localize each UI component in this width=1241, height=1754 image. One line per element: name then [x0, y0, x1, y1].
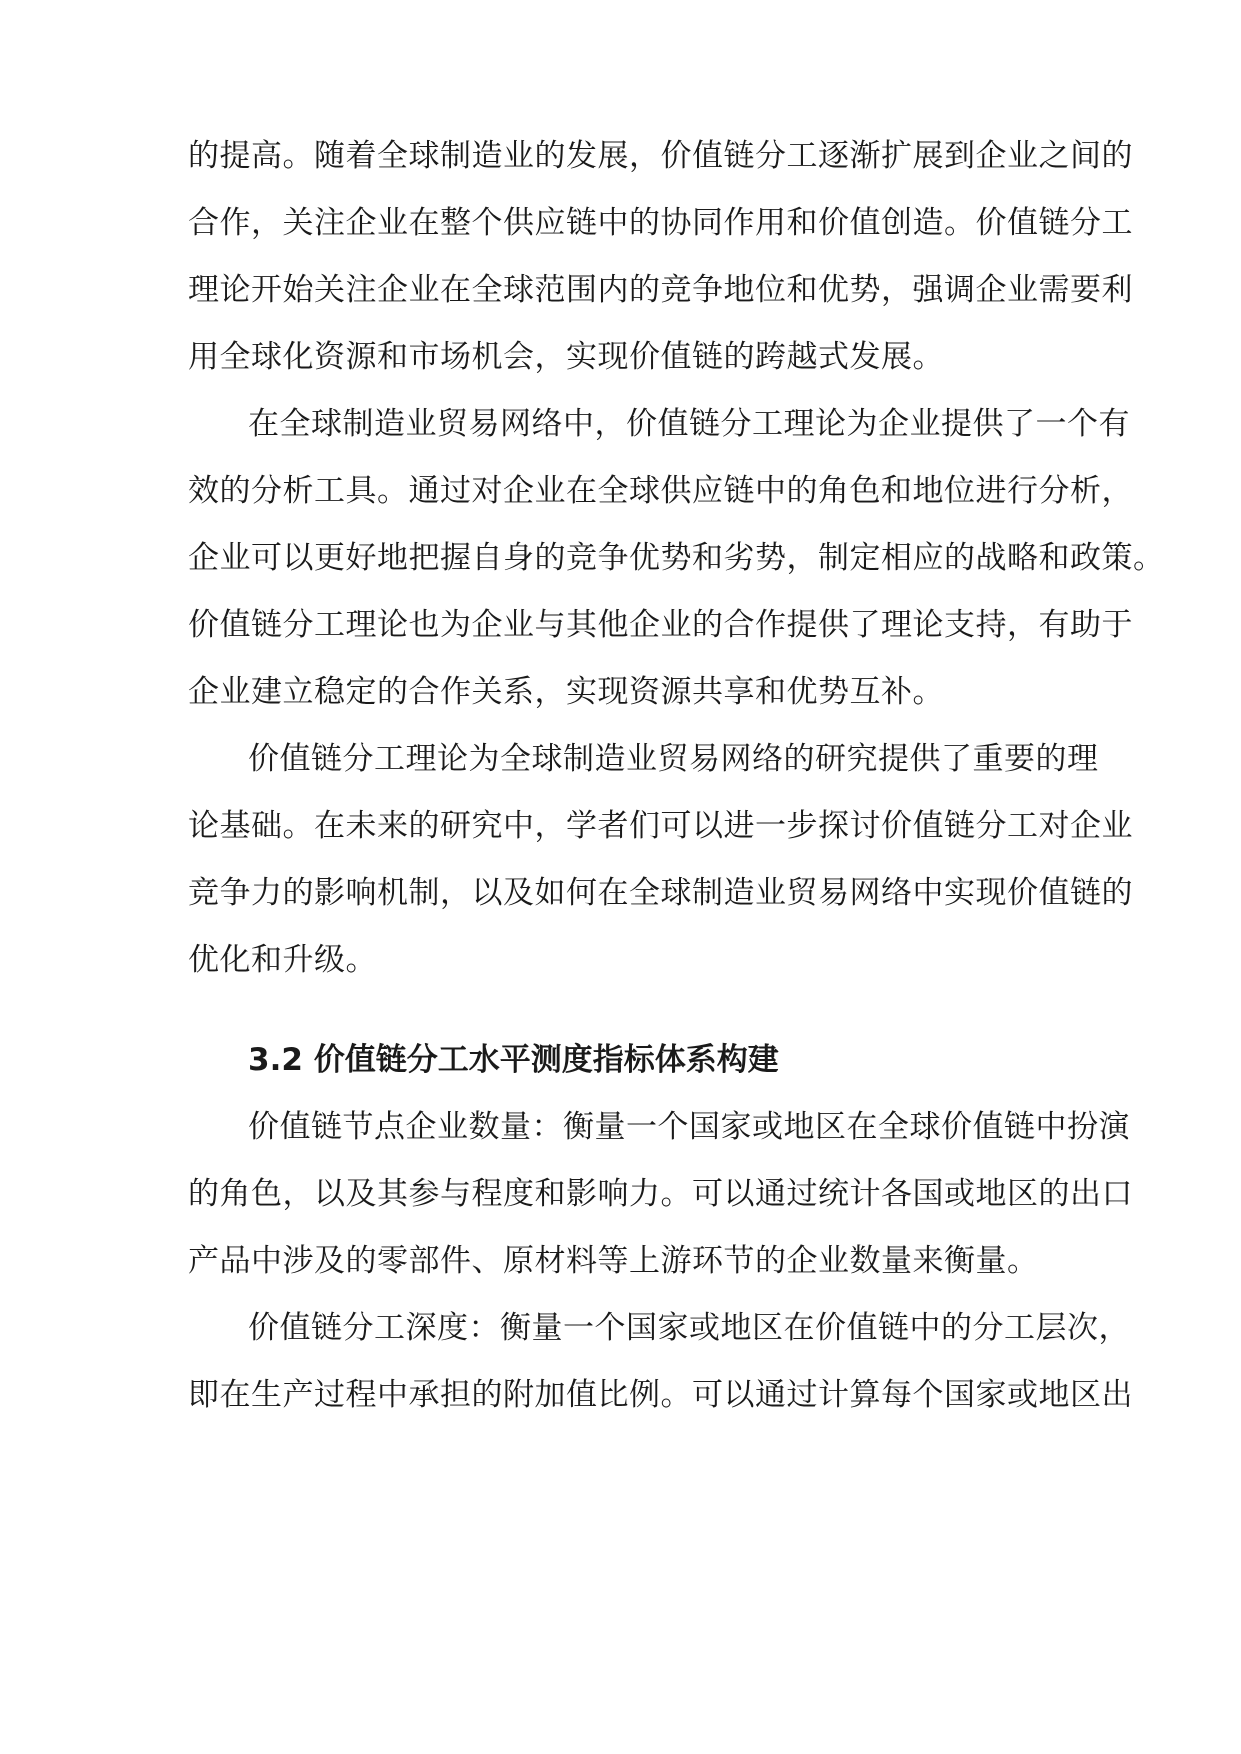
text-line: 用全球化资源和市场机会，实现价值链的跨越式发展。: [188, 339, 944, 375]
text-line: 在全球制造业贸易网络中，价值链分工理论为企业提供了一个有: [248, 406, 1130, 442]
text-line: 的提高。随着全球制造业的发展，价值链分工逐渐扩展到企业之间的: [188, 138, 1133, 174]
text-line: 优化和升级。: [188, 942, 377, 978]
text-line: 即在生产过程中承担的附加值比例。可以通过计算每个国家或地区出: [188, 1377, 1133, 1413]
text-line: 价值链分工理论为全球制造业贸易网络的研究提供了重要的理: [248, 741, 1099, 777]
text-line: 合作，关注企业在整个供应链中的协同作用和价值创造。价值链分工: [188, 205, 1133, 241]
text-line: 价值链分工深度：衡量一个国家或地区在价值链中的分工层次，: [248, 1310, 1130, 1346]
text-line: 价值链节点企业数量：衡量一个国家或地区在全球价值链中扮演: [248, 1109, 1130, 1145]
text-line: 企业可以更好地把握自身的竞争优势和劣势，制定相应的战略和政策。: [188, 540, 1165, 576]
text-line: 论基础。在未来的研究中，学者们可以进一步探讨价值链分工对企业: [188, 808, 1133, 844]
text-line: 价值链分工理论也为企业与其他企业的合作提供了理论支持，有助于: [188, 607, 1133, 643]
text-line: 竞争力的影响机制，以及如何在全球制造业贸易网络中实现价值链的: [188, 875, 1133, 911]
text-line: 的角色，以及其参与程度和影响力。可以通过统计各国或地区的出口: [188, 1176, 1133, 1212]
text-line: 产品中涉及的零部件、原材料等上游环节的企业数量来衡量。: [188, 1243, 1039, 1279]
text-line: 企业建立稳定的合作关系，实现资源共享和优势互补。: [188, 674, 944, 710]
text-line: 理论开始关注企业在全球范围内的竞争地位和优势，强调企业需要利: [188, 272, 1133, 308]
section-heading: 3.2 价值链分工水平测度指标体系构建: [248, 1042, 779, 1078]
text-line: 效的分析工具。通过对企业在全球供应链中的角色和地位进行分析，: [188, 473, 1133, 509]
